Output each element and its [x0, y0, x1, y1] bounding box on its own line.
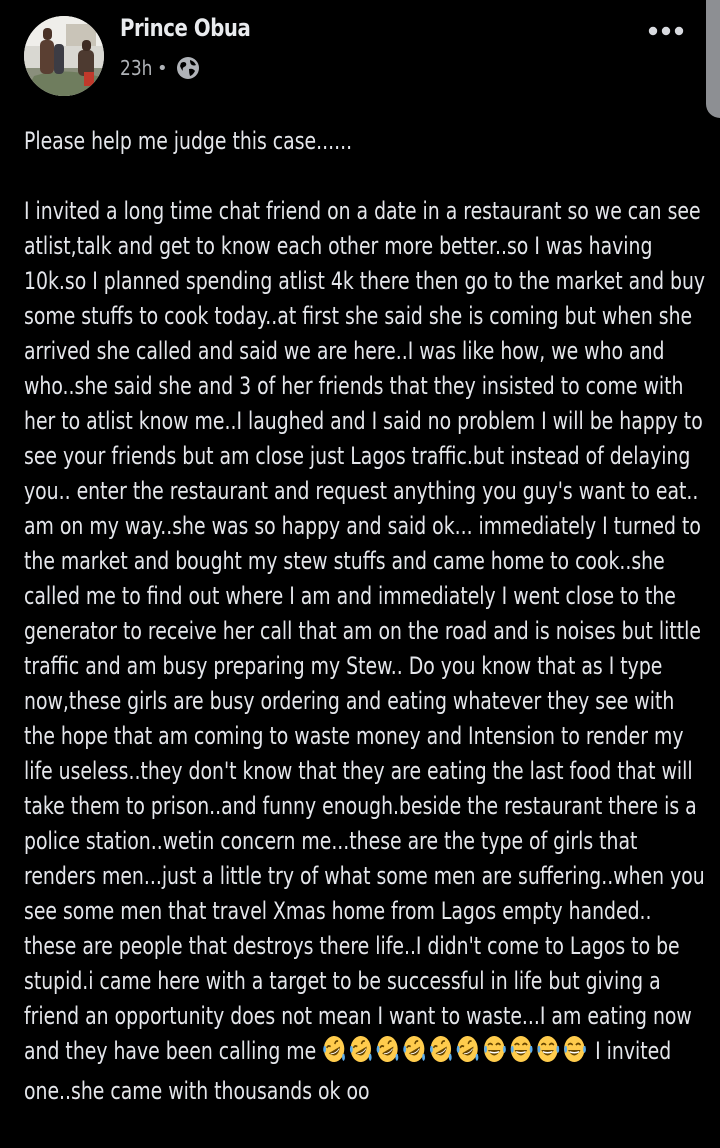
rofl-emoji-icon [456, 1034, 480, 1064]
paragraph-spacer [24, 159, 709, 194]
globe-icon[interactable] [176, 56, 200, 80]
post-body-text: I invited a long time chat friend on a date in a restaurant so we can see atlist,talk and get to know each other more better..so I was having 10k.so I planned spending atlist 4k there then go to the market and buy some stuffs to cook today..at first she said she is coming but when she arrived she called and said we are here..I was like how, we who and who..she said she and 3 of her friends that they insisted to come with her to atlist know me..I laughed and I said no problem I will be happy to see your friends but am close just Lagos traffic.but instead of delaying you.. enter the restaurant and request anything you guy's want to eat.. am on my way..she was so happy and said ok... immediately I turned to the market and bought my stew stuffs and came home to cook..she called me to find out where I am and immediately I went close to the generator to receive her call that am on the road and is noises but little traffic and am busy preparing my Stew.. Do you know that as I type now,these girls are busy ordering and eating whatever they see with the hope that am coming to waste money and Intension to render my life useless..they don't know that they are eating the last food that will take them to prison..and funny enough.beside the restaurant there is a police station..wetin concern me...these are the type of girls that renders men...just a little try of what some men are suffering..when you see some men that travel Xmas home from Lagos empty handed.. these are people that destroys there life..I didn't come to Lagos to be stupid.i came here with a target to be successful in life but giving a friend an opportunity does not mean I want to waste...I am eating now and they have been calling me [24, 197, 706, 1065]
scroll-edge [706, 0, 720, 118]
post-closing-text: I invited one..she came with thousands ok oo [24, 1037, 672, 1105]
post-opening-line: Please help me judge this case...... [24, 127, 353, 155]
author-avatar[interactable] [24, 16, 104, 96]
joy-emoji-icon [509, 1034, 533, 1064]
post-text-paragraph [24, 194, 709, 1109]
rofl-emoji-icon [349, 1034, 373, 1064]
author-name[interactable]: Prince Obua [120, 14, 251, 42]
more-options-button[interactable] [644, 18, 688, 44]
joy-emoji-icon [536, 1034, 560, 1064]
post-timestamp[interactable]: 23h [120, 56, 153, 80]
meta-separator: • [157, 57, 168, 79]
more-dots-icon [648, 26, 684, 36]
emoji-reactions [322, 1034, 589, 1074]
post-header [0, 0, 720, 110]
joy-emoji-icon [482, 1034, 506, 1064]
rofl-emoji-icon [402, 1034, 426, 1064]
post-body [24, 124, 709, 1109]
rofl-emoji-icon [322, 1034, 346, 1064]
post-meta [120, 55, 200, 81]
joy-emoji-icon [562, 1034, 586, 1064]
rofl-emoji-icon [376, 1034, 400, 1064]
rofl-emoji-icon [429, 1034, 453, 1064]
